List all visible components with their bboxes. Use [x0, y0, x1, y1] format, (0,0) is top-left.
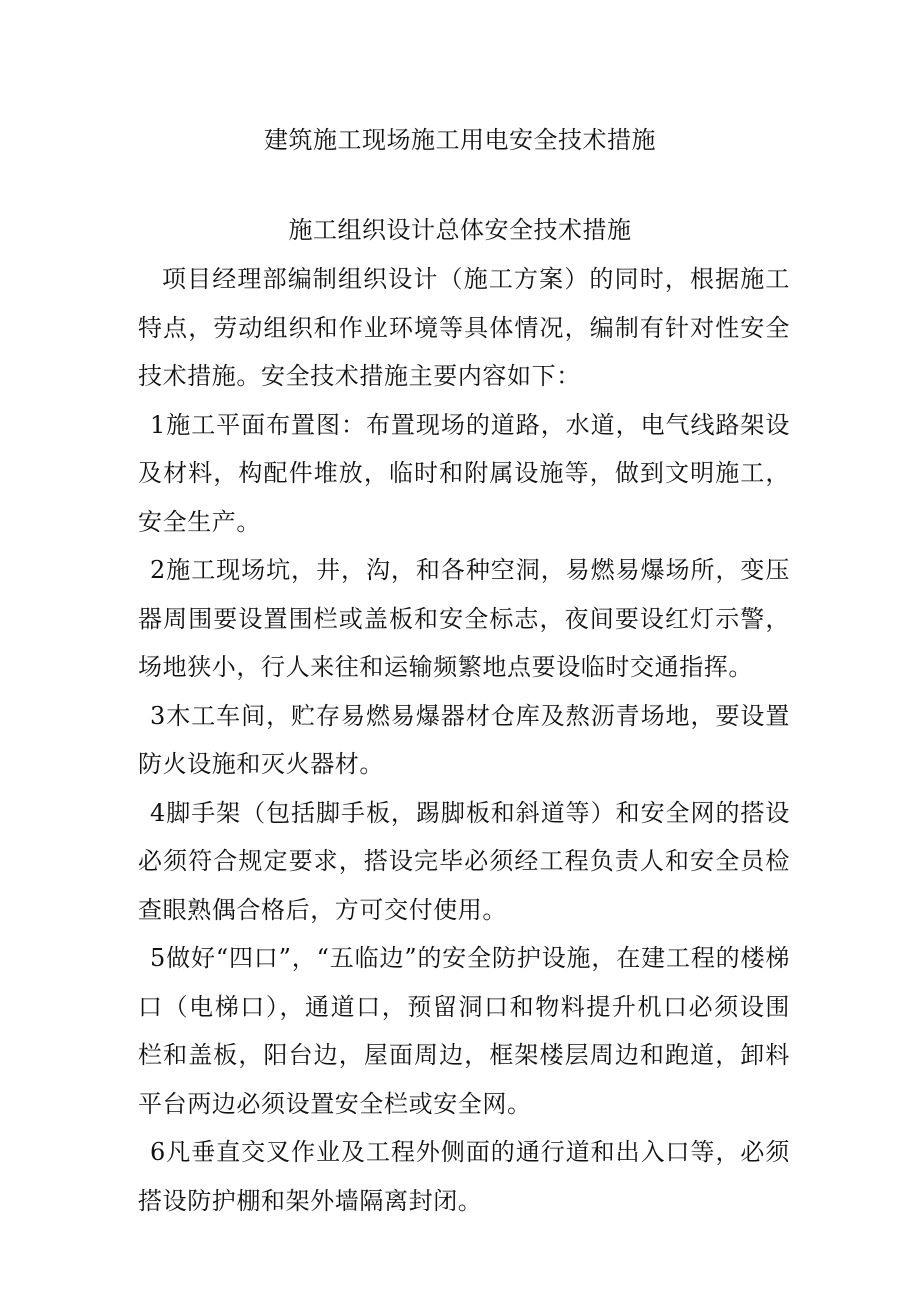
document-title: 建筑施工现场施工用电安全技术措施 — [264, 126, 656, 154]
measure-item-2: 2施工现场坑，井，沟，和各种空洞，易燃易爆场所，变压器周围要设置围栏或盖板和安全标志，夜间要设红灯示警，场地狭小，行人来往和运输频繁地点要设临时交通指挥。 — [138, 556, 790, 681]
measure-item-3: 3木工车间，贮存易燃易爆器材仓库及熬沥青场地，要设置防火设施和灭火器材。 — [138, 701, 790, 778]
intro-paragraph: 项目经理部编制组织设计（施工方案）的同时，根据施工特点，劳动组织和作业环境等具体情况，编制有针对性安全技术措施。安全技术措施主要内容如下： — [138, 265, 790, 390]
measure-item-5: 5做好“四口”，“五临边”的安全防护设施，在建工程的楼梯口（电梯口），通道口，预留洞口和物料提升机口必须设围栏和盖板，阳台边，屋面周边，框架楼层周边和跑道，卸料平台两边必须设置安全栏或安全网。 — [138, 944, 790, 1118]
document-body — [138, 255, 790, 1225]
measure-item-6: 6凡垂直交叉作业及工程外侧面的通行道和出入口等，必须搭设防护棚和架外墙隔离封闭。 — [138, 1138, 790, 1215]
section-title: 施工组织设计总体安全技术措施 — [288, 216, 632, 244]
measure-item-1: 1施工平面布置图：布置现场的道路，水道，电气线路架设及材料，构配件堆放，临时和附属设施等，做到文明施工，安全生产。 — [138, 410, 790, 536]
measure-item-4: 4脚手架（包括脚手板，踢脚板和斜道等）和安全网的搭设必须符合规定要求，搭设完毕必须经工程负责人和安全员检查眼熟偶合格后，方可交付使用。 — [138, 798, 790, 924]
